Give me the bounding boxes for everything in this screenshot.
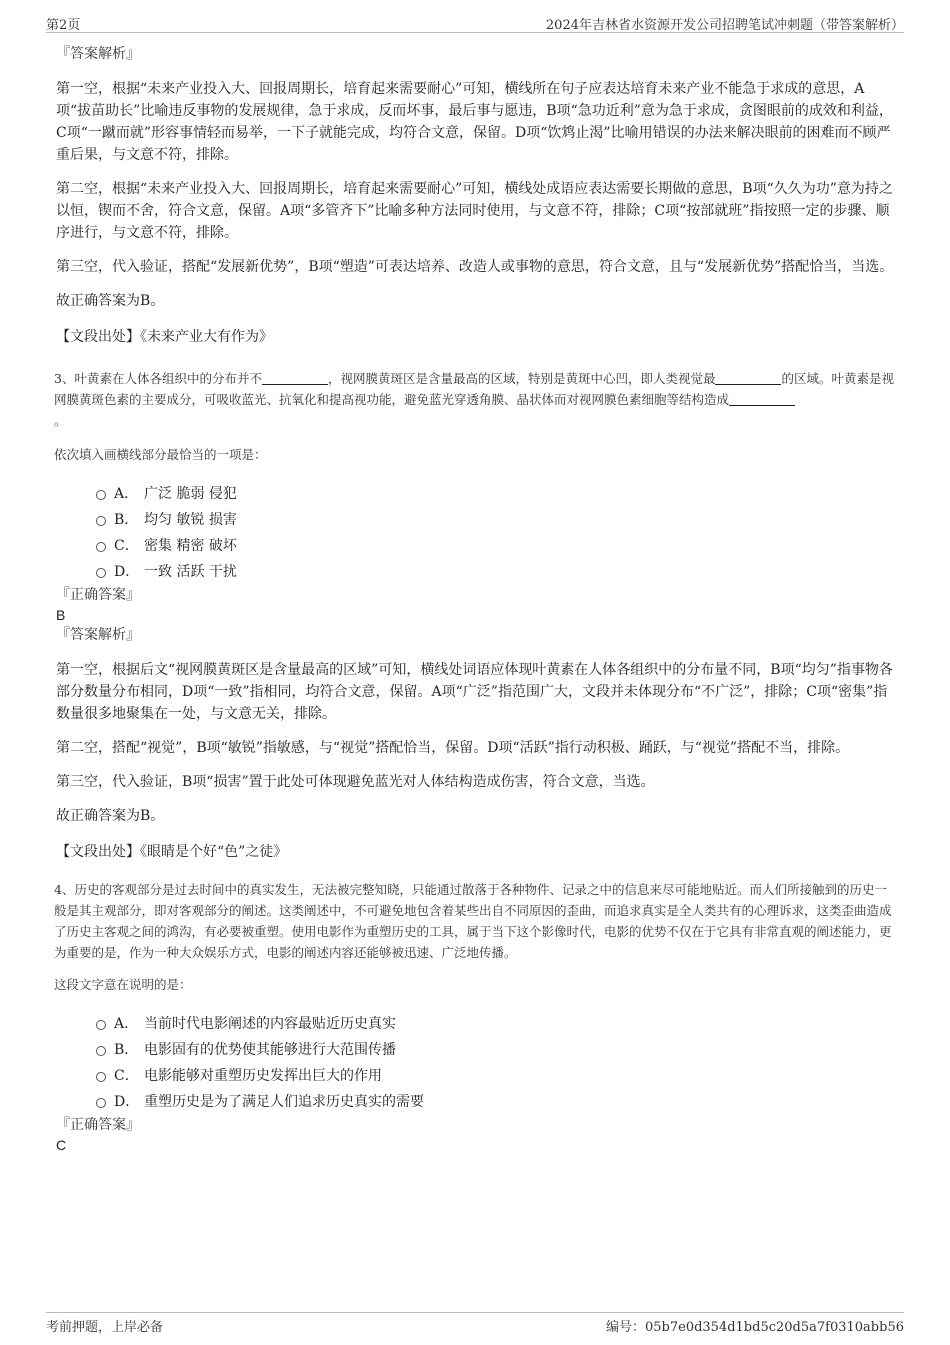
radio-icon[interactable] xyxy=(96,490,106,500)
radio-icon[interactable] xyxy=(96,568,106,578)
correct-answer-label: 『正确答案』 xyxy=(56,587,140,603)
option-d[interactable]: D． 一致 活跃 干扰 xyxy=(56,559,896,585)
analysis-label: 『答案解析』 xyxy=(56,46,140,62)
option-b[interactable]: B． 均匀 敏锐 损害 xyxy=(56,507,896,533)
fill-blank xyxy=(262,370,328,385)
document-body xyxy=(56,44,896,1155)
passage-source: 【文段出处】《眼睛是个好“色”之徒》 xyxy=(56,844,288,860)
passage-source: 【文段出处】《未来产业大有作为》 xyxy=(56,329,273,345)
page-number: 第2页 xyxy=(46,18,81,33)
radio-icon[interactable] xyxy=(96,1020,106,1030)
option-a[interactable]: A． 当前时代电影阐述的内容最贴近历史真实 xyxy=(56,1011,896,1037)
option-d[interactable]: D． 重塑历史是为了满足人们追求历史真实的需要 xyxy=(56,1089,896,1115)
fill-blank xyxy=(715,370,781,385)
analysis-paragraph: 第一空，根据后文“视网膜黄斑区是含量最高的区域”可知，横线处词语应体现叶黄素在人体各组织中的分布量不同，B项“均匀”指事物各部分数量分布相同，D项“一致”指相同，均符合文意，保留。A项“广泛”指范围广大，文段并未体现分布“不广泛”，排除；C项“密集”指数量很多地聚集在一处，与文意无关，排除。 xyxy=(56,662,893,722)
option-c[interactable]: C． 电影能够对重塑历史发挥出巨大的作用 xyxy=(56,1063,896,1089)
question-stem: 3、叶黄素在人体各组织中的分布并不 ，视网膜黄斑区是含量最高的区域，特别是黄斑中心凹，即人类视觉最 的区域。叶黄素是视网膜黄斑色素的主要成分，可吸收蓝光、抗氧化和提高视功能，避免蓝光穿透角膜、晶状体而对视网膜色素细胞等结构造成 。 xyxy=(54,371,894,428)
question-stem: 4、历史的客观部分是过去时间中的真实发生，无法被完整知晓，只能通过散落于各种物件、记录之中的信息来尽可能地贴近。而人们所接触到的历史一般是其主观部分，即对客观部分的阐述。这类阐述中，不可避免地包含着某些出自不同原因的歪曲，而追求真实是全人类共有的心理诉求，这类歪曲造成了历史主客观之间的鸿沟，有必要被重塑。使用电影作为重塑历史的工具，属于当下这个影像时代，电影的优势不仅在于它具有非常直观的阐述能力，更为重要的是，作为一种大众娱乐方式，电影的阐述内容还能够被迅速、广泛地传播。 xyxy=(54,882,892,960)
question-prompt: 这段文字意在说明的是： xyxy=(54,977,192,992)
option-b[interactable]: B． 电影固有的优势使其能够进行大范围传播 xyxy=(56,1037,896,1063)
question-prompt: 依次填入画横线部分最恰当的一项是： xyxy=(54,447,267,462)
page-footer xyxy=(46,1312,904,1339)
option-a[interactable]: A． 广泛 脆弱 侵犯 xyxy=(56,481,896,507)
analysis-paragraph: 第二空，搭配“视觉”，B项“敏锐”指敏感，与“视觉”搭配恰当，保留。D项“活跃”指行动积极、踊跃，与“视觉”搭配不当，排除。 xyxy=(56,740,850,756)
radio-icon[interactable] xyxy=(96,1046,106,1056)
analysis-paragraph: 故正确答案为B。 xyxy=(56,808,165,824)
page-header xyxy=(46,12,904,33)
analysis-paragraph: 第一空，根据“未来产业投入大、回报周期长，培育起来需要耐心”可知，横线所在句子应表达培育未来产业不能急于求成的意思，A项“拔苗助长”比喻违反事物的发展规律，急于求成，反而坏事，最后事与愿违，B项“急功近利”意为急于求成，贪图眼前的成效和利益，C项“一蹴而就”形容事情轻而易举，一下子就能完成，均符合文意，保留。D项“饮鸩止渴”比喻用错误的办法来解决眼前的困难而不顾严重后果，与文意不符，排除。 xyxy=(56,81,893,163)
option-list xyxy=(56,481,896,585)
option-list xyxy=(56,1011,896,1115)
document-title: 2024年吉林省水资源开发公司招聘笔试冲刺题（带答案解析） xyxy=(545,18,904,33)
correct-answer: C xyxy=(56,1137,67,1153)
footer-slogan: 考前押题，上岸必备 xyxy=(46,1320,164,1335)
radio-icon[interactable] xyxy=(96,516,106,526)
radio-icon[interactable] xyxy=(96,542,106,552)
analysis-label: 『答案解析』 xyxy=(56,627,140,643)
radio-icon[interactable] xyxy=(96,1098,106,1108)
correct-answer-label: 『正确答案』 xyxy=(56,1117,140,1133)
analysis-paragraph: 故正确答案为B。 xyxy=(56,293,165,309)
fill-blank xyxy=(729,391,795,406)
option-c[interactable]: C． 密集 精密 破坏 xyxy=(56,533,896,559)
analysis-paragraph: 第二空，根据“未来产业投入大、回报周期长，培育起来需要耐心”可知，横线处成语应表达需要长期做的意思，B项“久久为功”意为持之以恒，锲而不舍，符合文意，保留。A项“多管齐下”比喻多种方法同时使用，与文意不符，排除；C项“按部就班”指按照一定的步骤、顺序进行，与文意不符，排除。 xyxy=(56,181,893,241)
analysis-paragraph: 第三空，代入验证，搭配“发展新优势”，B项“塑造”可表达培养、改造人或事物的意思，符合文意，且与“发展新优势”搭配恰当，当选。 xyxy=(56,259,894,275)
correct-answer: B xyxy=(56,607,66,623)
analysis-paragraph: 第三空，代入验证，B项“损害”置于此处可体现避免蓝光对人体结构造成伤害，符合文意，当选。 xyxy=(56,774,655,790)
document-id: 编号：05b7e0d354d1bd5c20d5a7f0310abb56 xyxy=(605,1320,904,1335)
radio-icon[interactable] xyxy=(96,1072,106,1082)
